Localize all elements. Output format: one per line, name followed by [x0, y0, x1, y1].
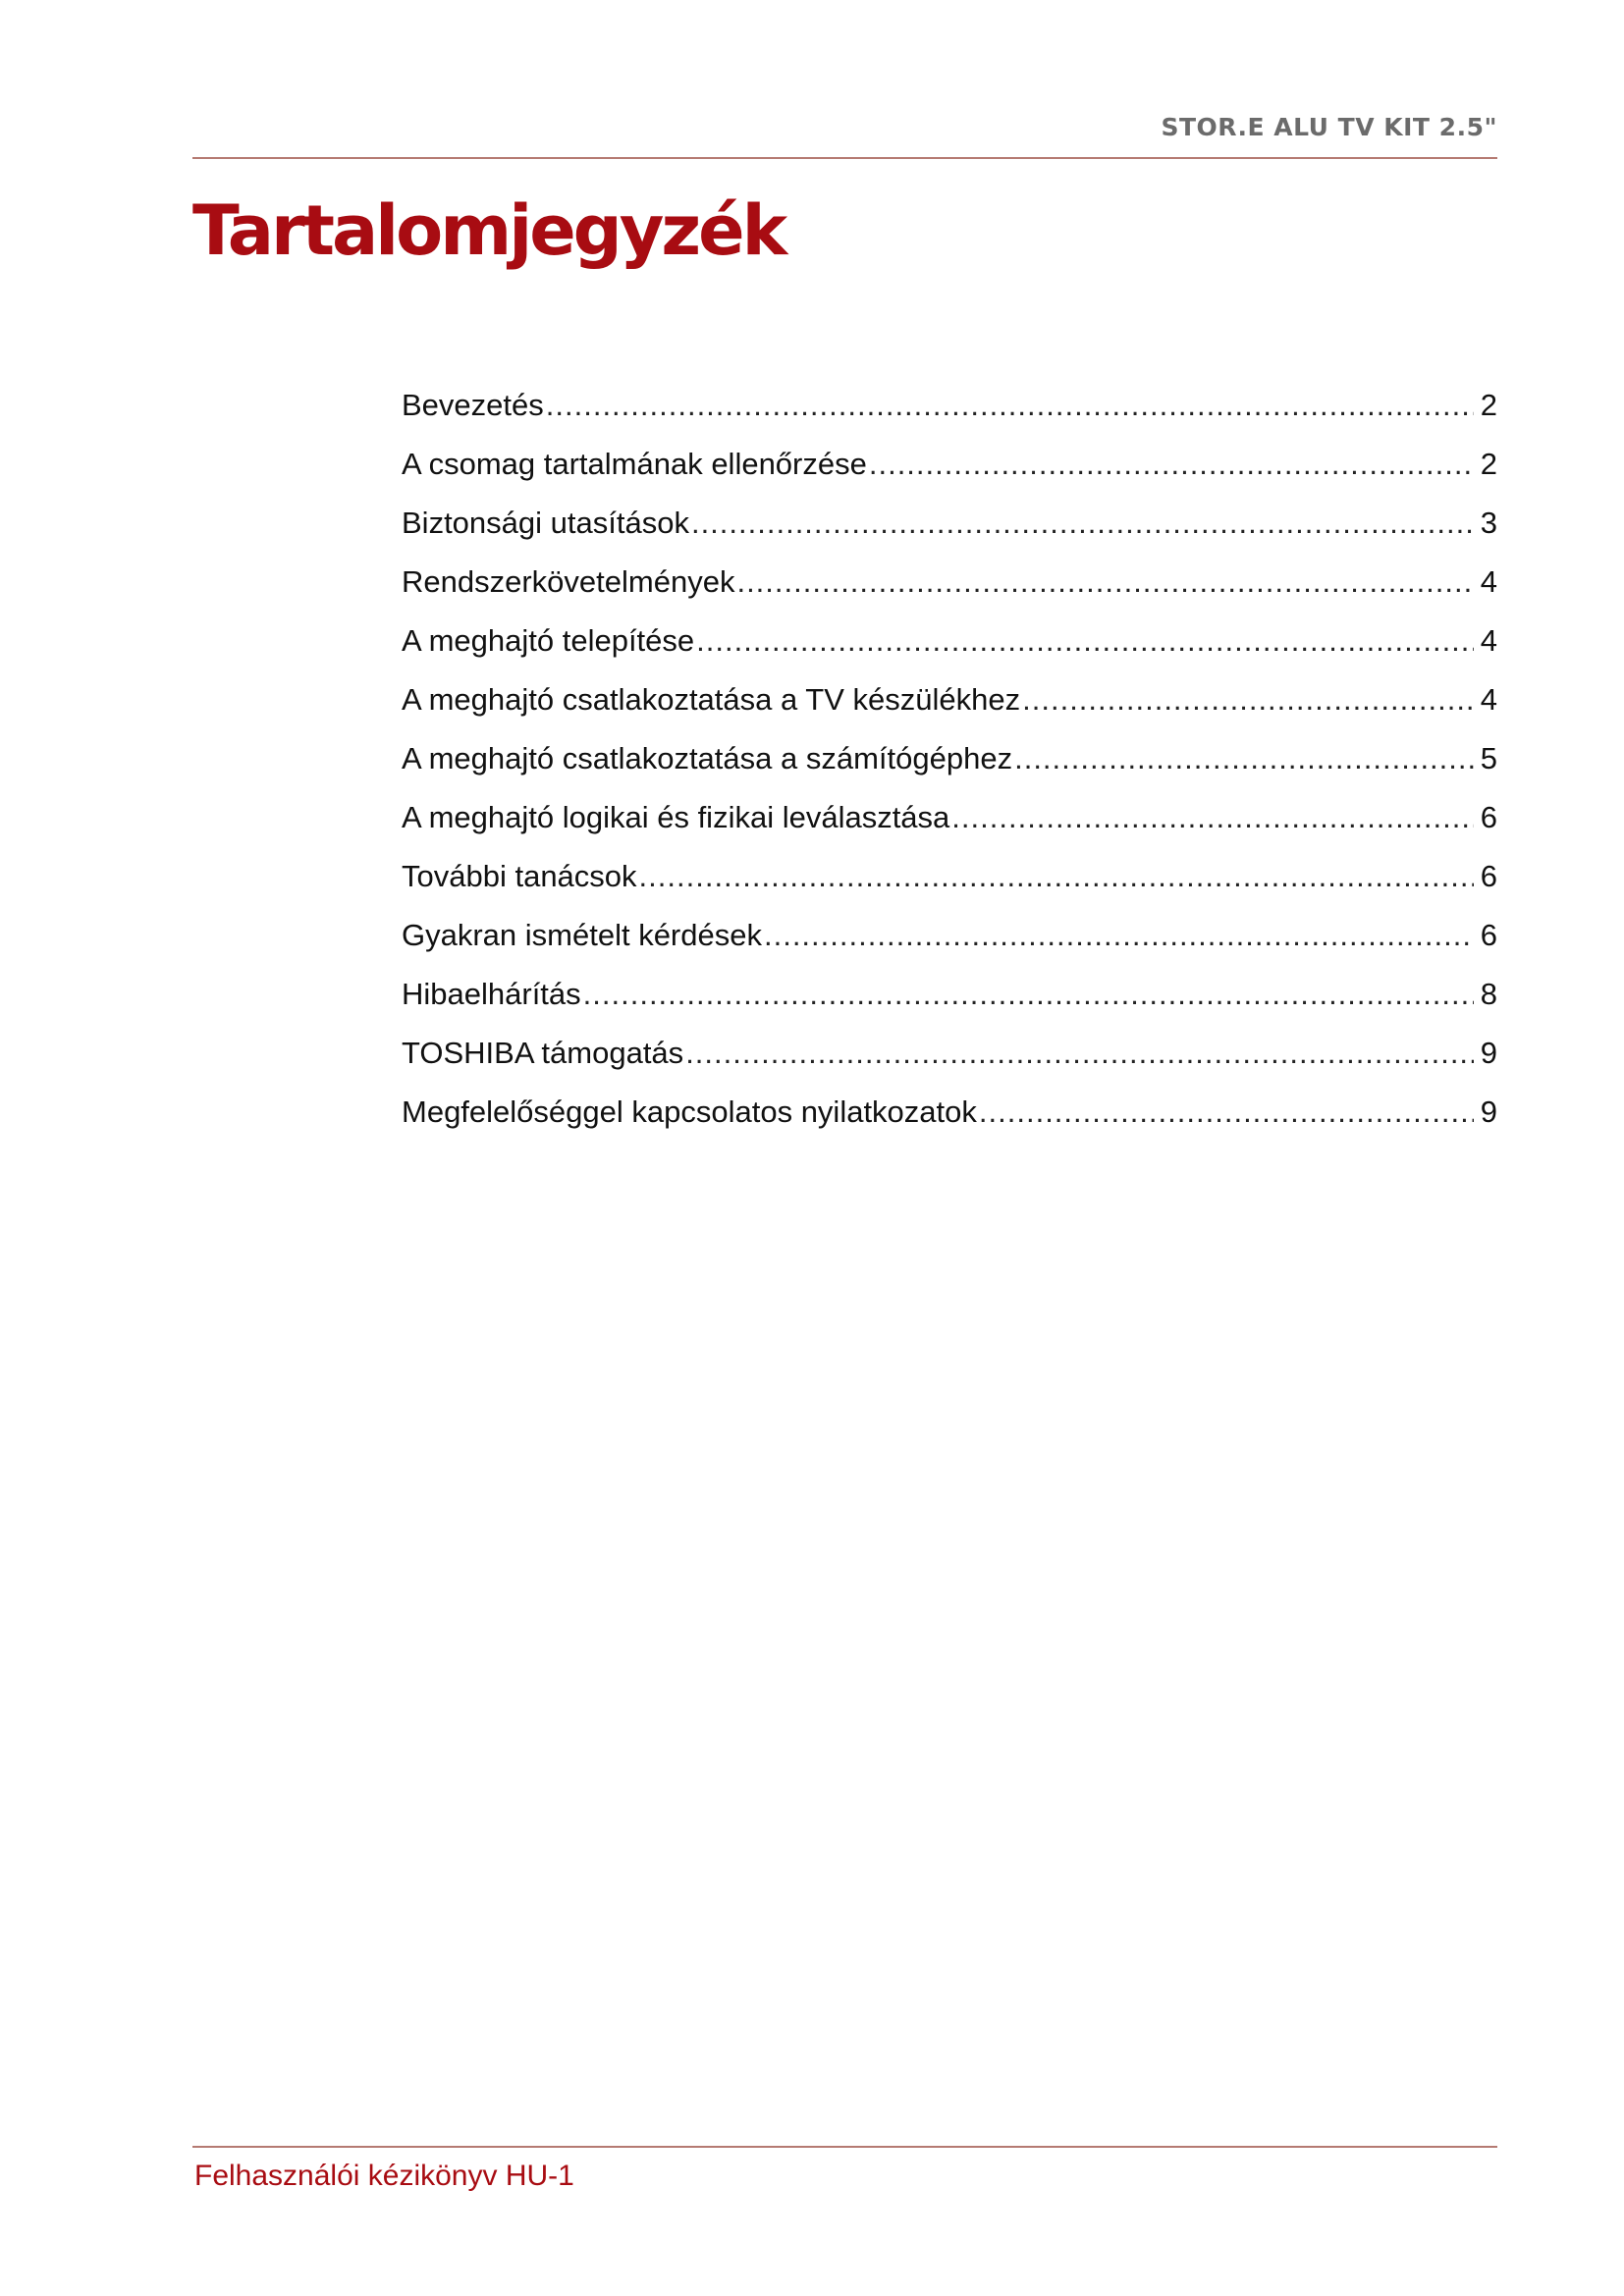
toc-entry-page: 6 [1480, 859, 1497, 893]
toc-dot-leader [764, 918, 1474, 953]
toc-entry-title: A meghajtó telepítése [402, 623, 695, 658]
toc-entry[interactable] [402, 1036, 1497, 1095]
page-title: Tartalomjegyzék [192, 190, 785, 271]
toc-dot-leader [736, 564, 1474, 600]
toc-entry-page: 4 [1480, 623, 1497, 658]
toc-entry[interactable] [402, 506, 1497, 564]
toc-entry-page: 9 [1480, 1036, 1497, 1070]
toc-entry-page: 3 [1480, 506, 1497, 540]
header-product-title: STOR.E ALU TV KIT 2.5" [1161, 113, 1497, 141]
toc-dot-leader [691, 506, 1474, 541]
toc-entry-page: 6 [1480, 800, 1497, 834]
footer-page-label: Felhasználói kézikönyv HU-1 [194, 2160, 574, 2192]
toc-dot-leader [869, 447, 1474, 482]
toc-entry-title: A meghajtó logikai és fizikai leválasztása [402, 800, 950, 834]
toc-entry-title: Bevezetés [402, 388, 544, 422]
toc-entry-page: 4 [1480, 564, 1497, 599]
toc-entry-title: A meghajtó csatlakoztatása a TV készülékhez [402, 682, 1021, 717]
toc-dot-leader [696, 623, 1474, 659]
toc-entry-title: További tanácsok [402, 859, 637, 893]
toc-entry-page: 2 [1480, 447, 1497, 481]
toc-entry-page: 8 [1480, 977, 1497, 1011]
toc-dot-leader [685, 1036, 1474, 1071]
toc-entry-page: 4 [1480, 682, 1497, 717]
toc-entry[interactable] [402, 682, 1497, 741]
toc-entry[interactable] [402, 859, 1497, 918]
toc-entry-title: Gyakran ismételt kérdések [402, 918, 762, 952]
toc-dot-leader [639, 859, 1474, 894]
toc-entry-title: Rendszerkövetelmények [402, 564, 735, 599]
toc-dot-leader [979, 1095, 1474, 1130]
toc-entry-title: A meghajtó csatlakoztatása a számítógéphez [402, 741, 1013, 775]
toc-entry[interactable] [402, 388, 1497, 447]
toc-entry[interactable] [402, 918, 1497, 977]
toc-entry[interactable] [402, 741, 1497, 800]
toc-dot-leader [1022, 682, 1474, 718]
toc-entry[interactable] [402, 623, 1497, 682]
toc-dot-leader [546, 388, 1474, 423]
toc-entry-title: Megfelelőséggel kapcsolatos nyilatkozatok [402, 1095, 977, 1129]
toc-dot-leader [951, 800, 1474, 835]
toc-entry-page: 6 [1480, 918, 1497, 952]
table-of-contents [402, 388, 1497, 1153]
toc-entry-page: 9 [1480, 1095, 1497, 1129]
toc-entry[interactable] [402, 1095, 1497, 1153]
toc-entry-page: 5 [1480, 741, 1497, 775]
toc-entry-title: A csomag tartalmának ellenőrzése [402, 447, 867, 481]
toc-dot-leader [1014, 741, 1474, 776]
toc-entry-title: Biztonsági utasítások [402, 506, 689, 540]
toc-entry-title: Hibaelhárítás [402, 977, 581, 1011]
toc-dot-leader [583, 977, 1474, 1012]
toc-entry[interactable] [402, 977, 1497, 1036]
toc-entry[interactable] [402, 447, 1497, 506]
toc-entry[interactable] [402, 800, 1497, 859]
footer-divider [192, 2146, 1497, 2148]
toc-entry[interactable] [402, 564, 1497, 623]
header-divider [192, 157, 1497, 159]
toc-entry-title: TOSHIBA támogatás [402, 1036, 684, 1070]
toc-entry-page: 2 [1480, 388, 1497, 422]
